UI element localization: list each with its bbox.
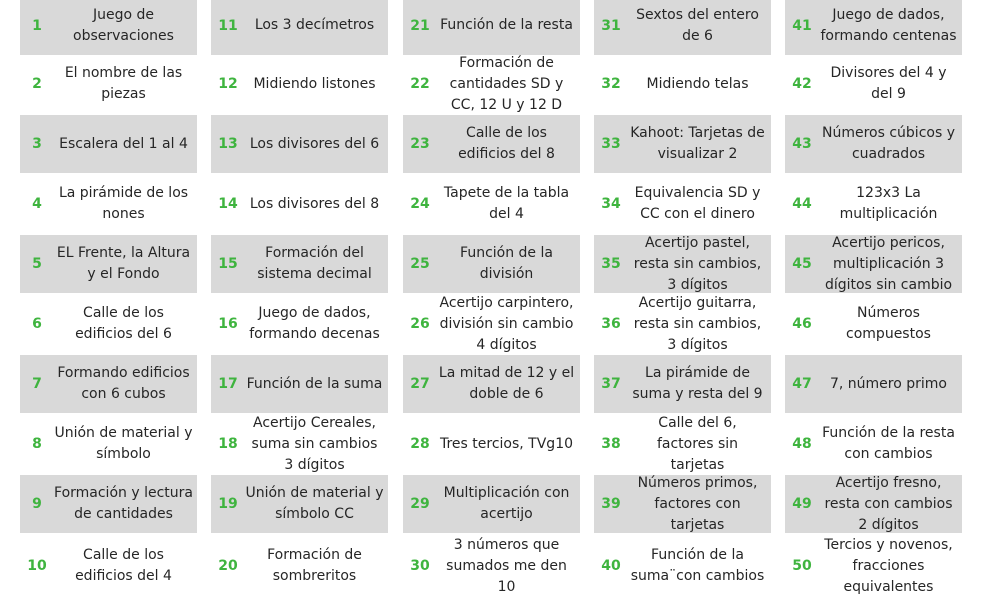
activity-number: 30 — [410, 558, 430, 574]
activity-title: Formación de sombreritos — [267, 547, 362, 584]
activity-number: 31 — [601, 17, 621, 34]
activity-cell — [211, 475, 388, 533]
activity-cell — [785, 0, 962, 55]
activity-title: Los divisores del 6 — [249, 135, 380, 152]
activity-title: Juego de observaciones — [73, 6, 174, 44]
activity-cell — [211, 235, 388, 293]
activity-title: Calle de los edificios del 8 — [458, 125, 555, 162]
activity-title: Tercios y novenos, fracciones equivalentes — [824, 536, 953, 595]
activity-title: Números compuestos — [846, 305, 931, 342]
activity-number: 25 — [410, 256, 430, 272]
activity-title: Divisores del 4 y del 9 — [830, 65, 947, 102]
activity-cell — [594, 295, 771, 353]
activity-title: La pirámide de suma y resta del 9 — [632, 365, 763, 402]
activity-title: Multiplicación con acertijo — [443, 485, 570, 522]
activity-cell — [594, 475, 771, 533]
activity-number: 17 — [218, 376, 238, 392]
activity-number: 13 — [218, 136, 238, 152]
activity-number: 27 — [410, 376, 430, 392]
activity-cell — [211, 355, 388, 413]
activity-cell — [20, 475, 197, 533]
activity-title: Unión de material y símbolo — [54, 425, 193, 462]
activity-title: Kahoot: Tarjetas de visualizar 2 — [630, 125, 765, 162]
activity-cell — [785, 55, 962, 113]
activity-cell — [20, 295, 197, 353]
activity-cell — [20, 0, 197, 55]
activity-number: 8 — [32, 436, 42, 452]
activity-cell — [211, 295, 388, 353]
activity-number: 37 — [601, 376, 621, 392]
activity-number: 42 — [792, 76, 812, 92]
activity-cell — [20, 55, 197, 113]
activity-cell — [594, 535, 771, 597]
activity-title: La mitad de 12 y el doble de 6 — [438, 365, 575, 402]
activity-title: Los 3 decímetros — [254, 17, 375, 33]
activity-title: Formación de cantidades SD y CC, 12 U y 12 D — [449, 54, 564, 113]
activity-title: Calle de los edificios del 4 — [75, 547, 172, 584]
activity-number: 47 — [792, 376, 812, 392]
activity-title: La pirámide de los nones — [58, 185, 189, 222]
activity-number: 1 — [32, 17, 42, 34]
activity-number: 33 — [601, 136, 621, 152]
activity-title: 3 números que sumados me den 10 — [446, 536, 567, 595]
activity-cell — [20, 115, 197, 173]
activity-title: Equivalencia SD y CC con el dinero — [634, 185, 761, 222]
activity-number: 19 — [218, 496, 238, 512]
activity-title: Formando edificios con 6 cubos — [57, 365, 190, 402]
activity-cell — [594, 0, 771, 55]
activity-number: 20 — [218, 558, 238, 574]
activity-title: Números cúbicos y cuadrados — [822, 125, 955, 162]
activity-title: Formación del sistema decimal — [257, 245, 372, 282]
activity-number: 26 — [410, 316, 430, 332]
activity-cell — [785, 295, 962, 353]
activity-number: 34 — [601, 196, 621, 212]
activity-cell — [211, 55, 388, 113]
activity-cell — [403, 295, 580, 353]
activity-number: 24 — [410, 196, 430, 212]
activity-cell — [20, 355, 197, 413]
activity-number: 43 — [792, 136, 812, 152]
activity-number: 39 — [601, 496, 621, 512]
activity-number: 23 — [410, 136, 430, 152]
activity-cell — [785, 355, 962, 413]
activity-number: 36 — [601, 316, 621, 332]
activity-cell — [20, 415, 197, 473]
activity-cell — [403, 175, 580, 233]
activity-number: 44 — [792, 196, 812, 212]
activity-number: 21 — [410, 17, 430, 34]
activity-number: 49 — [792, 496, 812, 512]
activity-cell — [403, 235, 580, 293]
activity-cell — [211, 535, 388, 597]
activity-title: Calle de los edificios del 6 — [75, 305, 172, 342]
activity-cell — [20, 175, 197, 233]
activity-title: Función de la suma¨con cambios — [630, 547, 765, 584]
activity-title: Tapete de la tabla del 4 — [443, 185, 570, 222]
activity-title: Acertijo pastel, resta sin cambios, 3 dígitos — [633, 234, 762, 293]
activity-number: 29 — [410, 496, 430, 512]
activity-cell — [403, 535, 580, 597]
activity-cell — [594, 235, 771, 293]
activity-cell — [785, 235, 962, 293]
activity-number: 4 — [32, 196, 42, 212]
activity-title: 7, número primo — [829, 375, 947, 392]
activity-title: Tres tercios, TVg10 — [439, 435, 574, 452]
activity-cell — [785, 115, 962, 173]
activity-cell — [785, 175, 962, 233]
activity-cell — [403, 115, 580, 173]
activity-number: 12 — [218, 76, 238, 92]
activity-number: 14 — [218, 196, 238, 212]
activity-number: 15 — [218, 256, 238, 272]
activity-number: 45 — [792, 256, 812, 272]
activity-cell — [403, 415, 580, 473]
activity-number: 28 — [410, 436, 430, 452]
activity-number: 11 — [218, 17, 238, 34]
activity-cell — [403, 355, 580, 413]
activity-title: Midiendo listones — [253, 75, 376, 92]
activity-number: 35 — [601, 256, 621, 272]
activity-number: 5 — [32, 256, 42, 272]
activity-cell — [211, 175, 388, 233]
activity-title: Juego de dados, formando decenas — [249, 305, 380, 342]
activity-title: Acertijo fresno, resta con cambios 2 dígitos — [824, 474, 953, 533]
activity-cell — [211, 0, 388, 55]
activity-title: Formación y lectura de cantidades — [54, 485, 193, 522]
activity-number: 7 — [32, 376, 42, 392]
activity-cell — [211, 115, 388, 173]
activity-number: 3 — [32, 136, 42, 152]
activity-title: Juego de dados, formando centenas — [820, 6, 957, 44]
activity-title: Midiendo telas — [646, 75, 749, 92]
activity-number: 38 — [601, 436, 621, 452]
activity-title: Función de la división — [460, 245, 553, 282]
activity-number: 32 — [601, 76, 621, 92]
activity-title: Unión de material y símbolo CC — [245, 485, 384, 522]
activity-title: Los divisores del 8 — [249, 195, 380, 212]
activity-number: 6 — [32, 316, 42, 332]
activity-title: Escalera del 1 al 4 — [59, 135, 188, 152]
activity-cell — [20, 235, 197, 293]
activity-number: 40 — [601, 558, 621, 574]
activity-cell — [403, 55, 580, 113]
activity-number: 48 — [792, 436, 812, 452]
activity-title: Función de la resta — [440, 17, 573, 33]
activity-title: Función de la resta con cambios — [822, 425, 955, 462]
activity-cell — [785, 415, 962, 473]
activity-number: 41 — [792, 17, 812, 34]
activity-cell — [594, 55, 771, 113]
activity-title: Calle del 6, factores sin tarjetas — [656, 414, 739, 473]
activity-title: Función de la suma — [246, 375, 383, 392]
activity-cell — [594, 115, 771, 173]
activity-number: 10 — [27, 558, 47, 574]
activity-cell — [594, 355, 771, 413]
activity-title: 123x3 La multiplicación — [839, 185, 938, 222]
activity-cell — [785, 475, 962, 533]
activity-title: Acertijo guitarra, resta sin cambios, 3 dígitos — [633, 294, 762, 353]
activity-title: Acertijo pericos, multiplicación 3 dígitos sin cambio — [824, 234, 953, 293]
activity-title: Sextos del entero de 6 — [636, 6, 759, 44]
activity-cell — [594, 175, 771, 233]
activity-title: El nombre de las piezas — [64, 65, 183, 102]
activity-number: 9 — [32, 496, 42, 512]
activity-cell — [403, 0, 580, 55]
activity-cell — [785, 535, 962, 597]
activity-title: Números primos, factores con tarjetas — [637, 474, 758, 533]
activity-cell — [403, 475, 580, 533]
activity-number: 18 — [218, 436, 238, 452]
activity-number: 22 — [410, 76, 430, 92]
activity-number: 16 — [218, 316, 238, 332]
activity-number: 2 — [32, 76, 42, 92]
activity-cell — [594, 415, 771, 473]
activity-number: 46 — [792, 316, 812, 332]
activity-cell — [20, 535, 197, 597]
activity-title: Acertijo carpintero, división sin cambio 4 dígitos — [439, 294, 574, 353]
activity-title: Acertijo Cereales, suma sin cambios 3 dígitos — [251, 414, 378, 473]
activity-title: EL Frente, la Altura y el Fondo — [56, 245, 191, 282]
activity-cell — [211, 415, 388, 473]
activity-number: 50 — [792, 558, 812, 574]
